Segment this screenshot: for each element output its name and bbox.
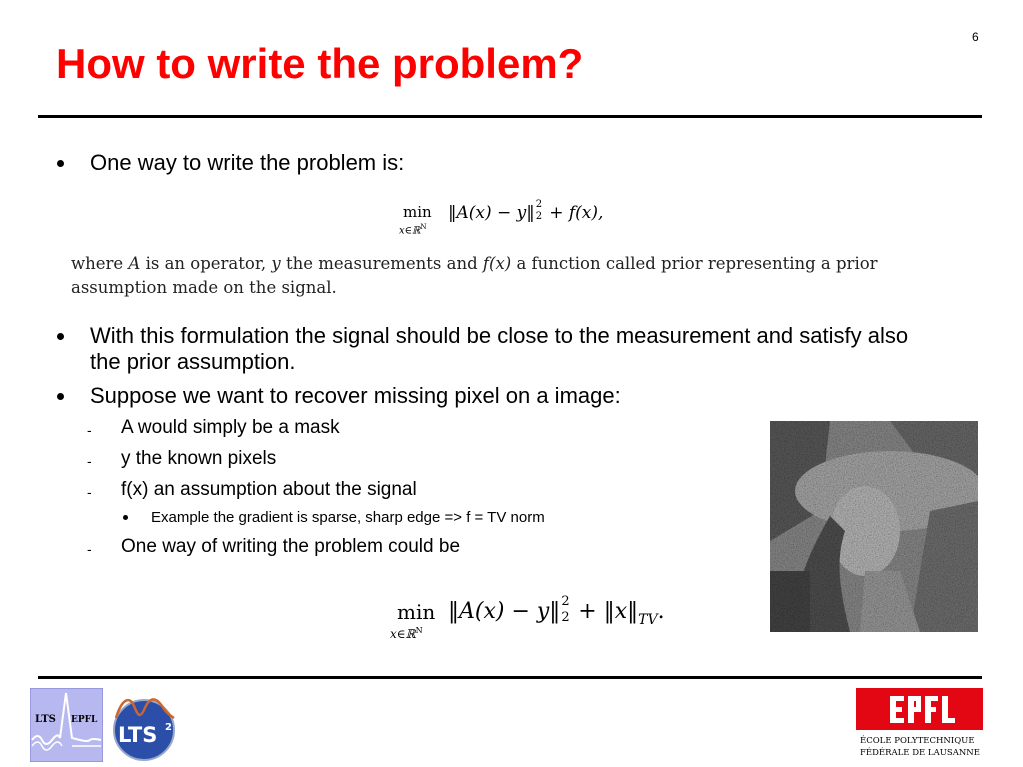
where-text-1: where bbox=[71, 254, 129, 273]
footer-rule bbox=[38, 676, 982, 679]
lts-epfl-logo bbox=[30, 688, 103, 762]
title-rule bbox=[38, 115, 982, 118]
sub-item-assumption bbox=[87, 479, 417, 501]
formula-2-body bbox=[448, 594, 665, 628]
noisy-image-svg bbox=[770, 421, 978, 632]
formula-1-subscript bbox=[399, 223, 426, 236]
formula-1-rest: + f(x), bbox=[543, 203, 604, 223]
sub-item-text: y the known pixels bbox=[121, 448, 277, 469]
sub-item-mask bbox=[87, 417, 340, 439]
bullet-1-text: One way to write the problem is: bbox=[90, 150, 405, 175]
sub-item-writing bbox=[87, 536, 461, 558]
formula-2-power: 2 bbox=[561, 594, 570, 609]
formula-2-tv: TV bbox=[638, 612, 658, 628]
dash-marker: - bbox=[87, 422, 92, 438]
formula-1-power: 2 bbox=[535, 199, 543, 210]
lts2-text: LTS bbox=[118, 723, 158, 747]
bullet-dot bbox=[57, 333, 64, 340]
lts-logo-svg bbox=[30, 688, 103, 762]
bullet-2 bbox=[90, 323, 930, 375]
sub-item-text: A would simply be a mask bbox=[121, 417, 340, 438]
sub-item-text: One way of writing the problem could be bbox=[121, 536, 461, 557]
dash-marker: - bbox=[87, 541, 92, 557]
formula-2-subscript bbox=[390, 626, 423, 641]
bullet-2-text: With this formulation the signal should be close to the measurement and satisfy also the prior assumption. bbox=[90, 323, 909, 374]
where-a: A bbox=[128, 254, 141, 273]
formula-2-norm: ‖A(x) − y‖ bbox=[448, 599, 561, 624]
formula-1-body bbox=[448, 199, 604, 223]
epfl-logo bbox=[856, 688, 983, 760]
where-y: y bbox=[271, 254, 281, 273]
bullet-dot bbox=[123, 515, 128, 520]
bullet-dot bbox=[57, 393, 64, 400]
where-fx: f(x) bbox=[482, 254, 512, 273]
where-paragraph bbox=[71, 252, 971, 300]
bullet-dot bbox=[57, 160, 64, 167]
formula-2-sub: x∈ℝ bbox=[390, 627, 416, 641]
noisy-lena-image bbox=[770, 421, 978, 632]
where-text-2: is an operator, bbox=[140, 254, 272, 273]
formula-2-sup: N bbox=[415, 626, 423, 635]
formula-1-sup: N bbox=[420, 223, 427, 231]
formula-1-norm: ‖A(x) − y‖ bbox=[448, 203, 535, 223]
lts2-logo-svg bbox=[108, 688, 180, 762]
formula-1-min: min bbox=[403, 203, 432, 221]
epfl-line-1: ÉCOLE POLYTECHNIQUE bbox=[860, 736, 975, 746]
sub-item-known-pixels bbox=[87, 448, 277, 470]
formula-2-end: . bbox=[657, 599, 665, 624]
subsub-item-gradient bbox=[151, 509, 545, 527]
lts2-sup-text: 2 bbox=[165, 722, 172, 733]
lts-right-text: EPFL bbox=[71, 715, 98, 725]
page-number: 6 bbox=[972, 30, 979, 44]
sub-item-text: f(x) an assumption about the signal bbox=[121, 479, 417, 500]
lts2-logo bbox=[108, 688, 180, 762]
epfl-logo-svg bbox=[856, 688, 983, 760]
epfl-line-2: FÉDÉRALE DE LAUSANNE bbox=[860, 748, 980, 758]
formula-2-plus: + ‖x‖ bbox=[571, 599, 639, 624]
formula-1-sub: x∈ℝ bbox=[399, 225, 421, 237]
formula-1-index: 2 bbox=[535, 211, 543, 222]
where-text-3: the measurements and bbox=[280, 254, 483, 273]
dash-marker: - bbox=[87, 484, 92, 500]
dash-marker: - bbox=[87, 453, 92, 469]
lts-left-text: LTS bbox=[35, 714, 56, 725]
bullet-3 bbox=[90, 383, 621, 409]
formula-2-index: 2 bbox=[561, 610, 570, 625]
formula-2-min: min bbox=[397, 600, 436, 624]
subsub-item-text: Example the gradient is sparse, sharp edge => f = TV norm bbox=[151, 509, 545, 526]
slide-title: How to write the problem? bbox=[56, 40, 584, 87]
bullet-3-text: Suppose we want to recover missing pixel on a image: bbox=[90, 383, 621, 408]
where-text-4: a function called prior representing a prior assumption made on the signal. bbox=[71, 254, 878, 297]
bullet-1 bbox=[90, 150, 404, 176]
